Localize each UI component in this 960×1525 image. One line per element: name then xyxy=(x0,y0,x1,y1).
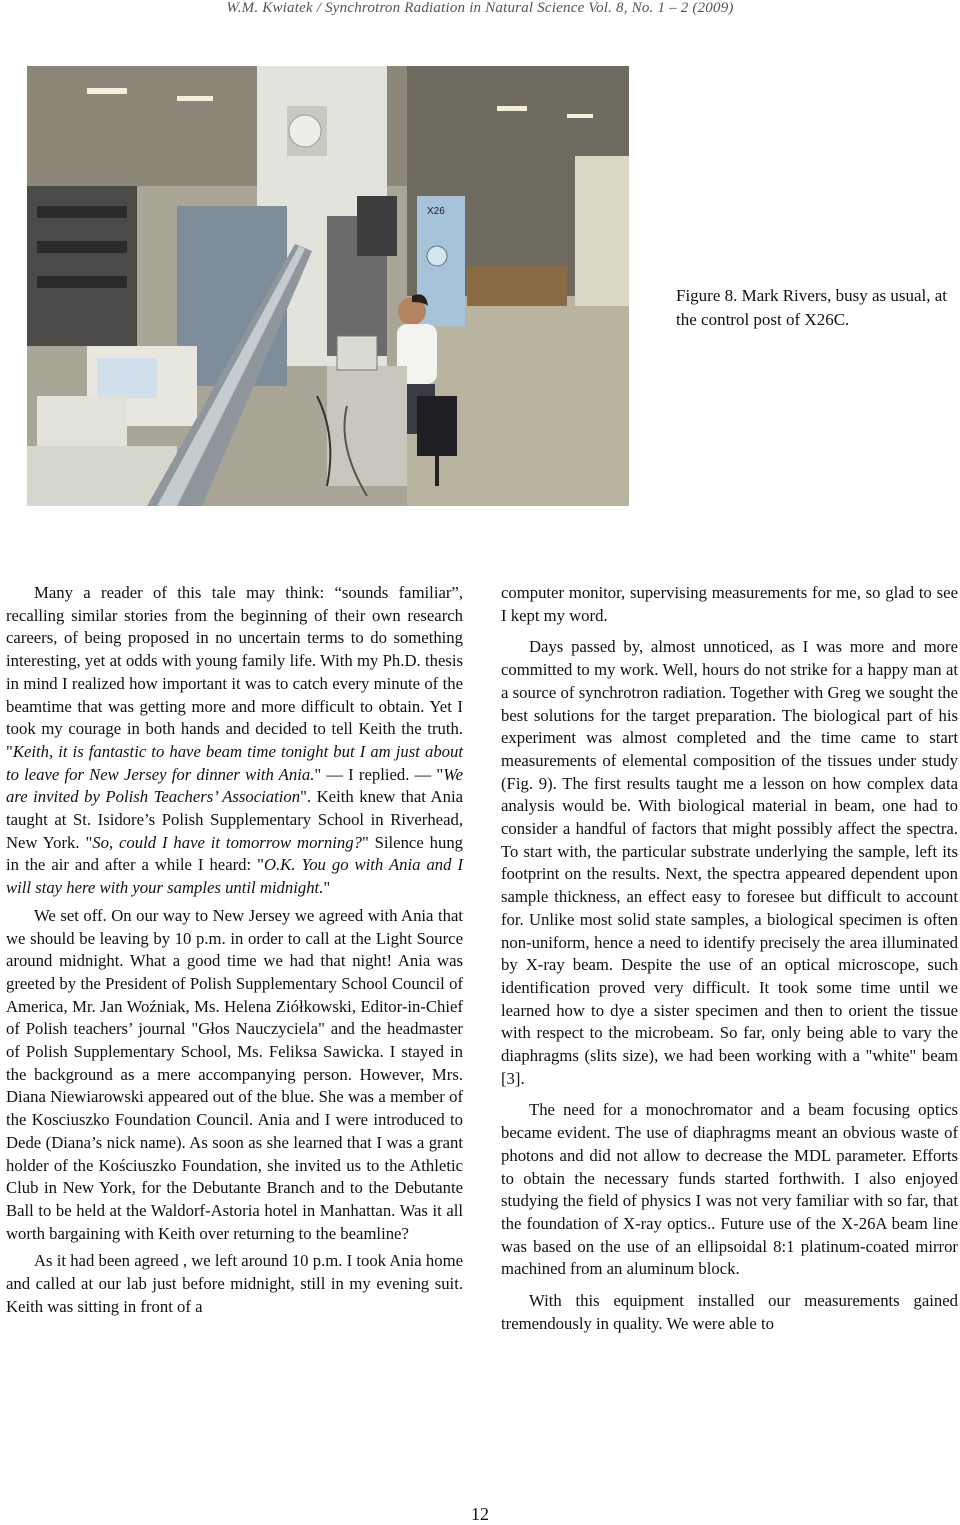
left-column xyxy=(6,582,463,1319)
page-number: 12 xyxy=(471,1504,489,1524)
paragraph: With this equipment installed our measurements gained tremendously in quality. We were able to xyxy=(501,1291,958,1333)
figure-caption: Figure 8. Mark Rivers, busy as usual, at the control post of X26C. xyxy=(676,286,948,329)
photo-sign-text: X26 xyxy=(427,206,445,217)
paragraph: The need for a monochromator and a beam focusing optics became evident. The use of diaphragms meant an obvious waste of photons and did not allow to decrease the MDL parameter. Efforts to obtain the necessary funds started forthwith. I also enjoyed studying the field of physics I was not very familiar with so far, that the foundation of X-ray optics.. Future use of the X-26A beam line was based on the use of an ellipsoidal 8:1 platinum-coated mirror machined from an aluminum block. xyxy=(501,1100,958,1279)
paragraph: Days passed by, almost unnoticed, as I was more and more committed to my work. Well, hours do not strike for a happy man at a source of synchrotron radiation. Together with Greg we sought the best solutions for the target preparation. The biological part of his experiment was almost completed and the time came to start measurements of elemental composition of the tissues under study (Fig. 9). The first results taught me a lesson on how complex data analysis would be. With biological material in beam, one had to consider a handful of factors that might possibly affect the spectra. To start with, the particular substrate underlying the sample, left its footprint on the results. Next, the spectra appeared dependent upon sample thickness, an effect easy to foresee but difficult to account for. Unlike most solid state samples, a biological specimen is often non-uniform, hence a need to identify precisely the area illuminated by X-ray beam. Despite the use of an optical microscope, such identification proved very difficult. It took some time until we learned how to dye a sister specimen and then to orient the tissue with respect to the microbeam. So far, only being able to vary the diaphragms (slits size), we had been working with a "white" beam [3]. xyxy=(501,637,958,1088)
paragraph: As it had been agreed , we left around 10 p.m. I took Ania home and called at our lab just before midnight, still in my evening suit. Keith was sitting in front of a xyxy=(6,1251,463,1316)
right-column xyxy=(501,582,958,1336)
paragraph: Many a reader of this tale may think: “sounds familiar”, recalling similar stories from the beginning of their own research careers, of being proposed in no uncertain terms to do something interesting, yet at odds with young family life. With my Ph.D. thesis in mind I realized how important it was to catch every minute of the beamtime that was getting more and more difficult to obtain. Yet I took my courage in both hands and decided to tell Keith the truth. "Keith, it is fantastic to have beam time tonight but I am just about to leave for New Jersey for dinner with Ania." — I replied. — "We are invited by Polish Teachers’ Association". Keith knew that Ania taught at St. Isidore’s Polish Supplementary School in Riverhead, New York. "So, could I have it tomorrow morning?" Silence hung in the air and after a while I heard: "O.K. You go with Ania and I will stay here with your samples until midnight." xyxy=(6,583,464,898)
running-header: W.M. Kwiatek / Synchrotron Radiation in Natural Science Vol. 8, No. 1 – 2 (2009) xyxy=(226,0,734,16)
paragraph: We set off. On our way to New Jersey we agreed with Ania that we should be leaving by 10 p.m. in order to call at the Light Source around midnight. What a good time we had that night! Ania was greeted by the President of Polish Supplementary School Council of America, Mr. Jan Woźniak, Ms. Helena Ziółkowski, Editor-in-Chief of Polish teachers’ journal "Głos Nauczyciela" and the headmaster of Polish Supplementary School, Ms. Feliksa Sawicka. I stayed in the background as a mere accompanying person. However, Mrs. Diana Niewiarowski appeared out of the blue. She was a member of the Kosciuszko Foundation Council. Ania and I were introduced to Dede (Diana’s nick name). As soon as she learned that I was a grant holder of the Kościuszko Foundation, she invited us to the Athletic Club in New York, for the Debutante Branch and to the Debutante Ball to be held at the Waldorf-Astoria hotel in Manhattan. Was it all worth bargaining with Keith over returning to the beamline? xyxy=(6,905,463,1243)
figure-photo xyxy=(27,66,629,506)
paragraph: computer monitor, supervising measurements for me, so glad to see I kept my word. xyxy=(501,583,958,625)
